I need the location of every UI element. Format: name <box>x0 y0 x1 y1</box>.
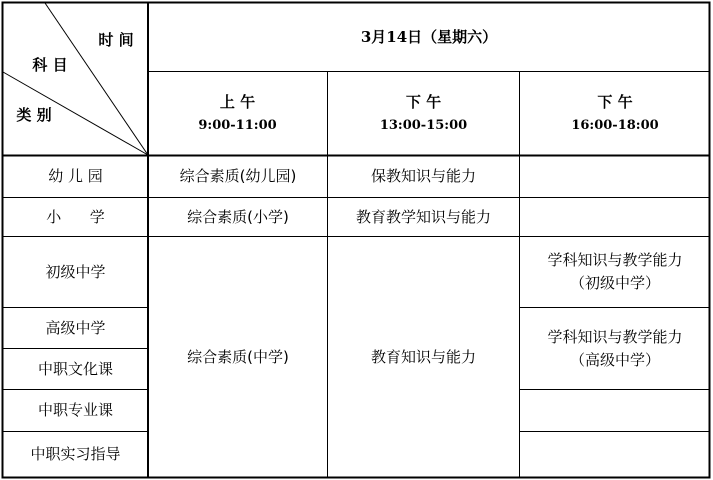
session-time: 9:00-11:00 <box>198 118 277 133</box>
category-junior-middle: 初级中学 <box>45 262 106 281</box>
session-header-morning <box>148 72 327 155</box>
session-header-afternoon-1 <box>328 72 519 155</box>
cell-primary-afternoon-1: 教育教学知识与能力 <box>355 207 491 226</box>
session-header-afternoon-2 <box>520 72 710 155</box>
category-kindergarten: 幼 儿 园 <box>48 167 103 185</box>
session-label: 下 午 <box>597 93 633 111</box>
subject-level: （初级中学） <box>569 274 660 292</box>
cell-senior-vocational-afternoon-2 <box>520 308 710 389</box>
cell-kindergarten-morning: 综合素质(幼儿园) <box>179 167 297 185</box>
category-primary: 小 学 <box>46 207 105 226</box>
cell-kindergarten-afternoon-1: 保教知识与能力 <box>370 167 476 185</box>
cell-secondary-morning: 综合素质(中学) <box>187 347 289 366</box>
corner-subject-label: 科 目 <box>32 55 68 74</box>
subject-level: （高级中学） <box>569 350 660 369</box>
subject-name: 学科知识与教学能力 <box>547 327 683 346</box>
category-senior-middle: 高级中学 <box>45 318 106 337</box>
session-label: 下 午 <box>405 93 442 111</box>
category-vocational-practice: 中职实习指导 <box>30 445 121 463</box>
category-vocational-specialty: 中职专业课 <box>37 401 113 419</box>
session-time: 16:00-18:00 <box>571 118 659 133</box>
corner-category-label: 类 别 <box>16 105 52 124</box>
session-time: 13:00-15:00 <box>379 118 468 133</box>
exam-date: 3月14日（星期六） <box>360 27 498 46</box>
subject-name: 学科知识与教学能力 <box>547 251 683 269</box>
corner-time-label: 时 间 <box>98 30 134 49</box>
category-vocational-culture: 中职文化课 <box>37 359 113 378</box>
cell-secondary-afternoon-1: 教育知识与能力 <box>370 347 476 366</box>
session-label: 上 午 <box>219 93 256 111</box>
cell-junior-afternoon-2 <box>520 237 710 307</box>
cell-primary-morning: 综合素质(小学) <box>187 207 289 226</box>
